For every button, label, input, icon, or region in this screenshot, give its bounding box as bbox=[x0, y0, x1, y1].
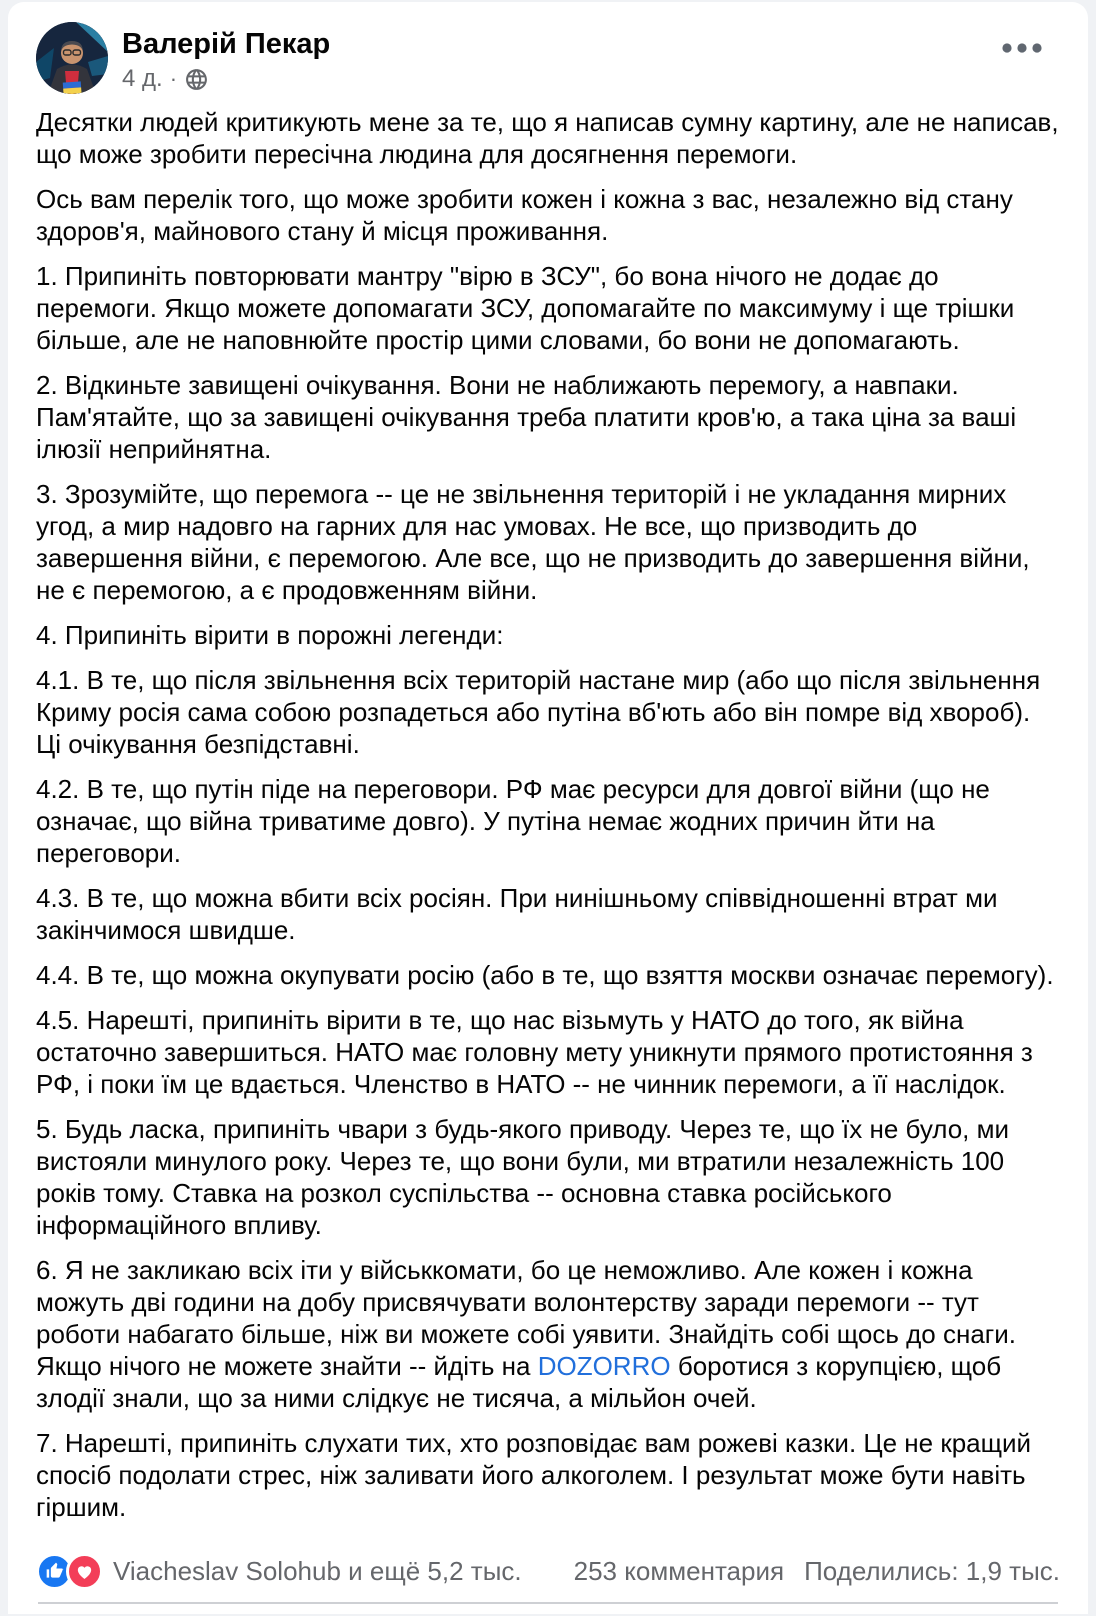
facebook-post-card bbox=[8, 2, 1088, 1614]
post-footer bbox=[8, 1546, 1088, 1614]
ellipsis-icon bbox=[1000, 42, 1044, 54]
post-paragraph: Ось вам перелік того, що може зробити кожен і кожна з вас, незалежно від стану здоров'я, майнового стану й місця проживання. bbox=[36, 184, 1013, 247]
timestamp[interactable]: 4 д. bbox=[122, 65, 163, 93]
dozorro-link[interactable]: DOZORRO bbox=[537, 1351, 671, 1382]
post-paragraph bbox=[36, 1536, 1060, 1538]
post-paragraph-with-link bbox=[36, 1254, 1060, 1414]
author-name[interactable]: Валерій Пекар bbox=[122, 28, 331, 60]
post-paragraph: Десятки людей критикують мене за те, що я написав сумну картину, але не написав, що може зробити пересічна людина для досягнення перемоги. bbox=[36, 107, 1059, 170]
post-paragraph: 4.4. В те, що можна окупувати росію (або в те, що взяття москви означає перемогу). bbox=[36, 960, 1054, 991]
footer-divider bbox=[38, 1602, 1058, 1604]
paragraph-text: боротися з корупцією, щоб злодії знали, що за ними слідкує не тисяча, а мільйон очей. bbox=[36, 1351, 1002, 1414]
globe-icon bbox=[184, 67, 209, 92]
avatar-image bbox=[36, 22, 108, 94]
heart-icon bbox=[66, 1553, 103, 1590]
post-paragraph: 4.3. В те, що можна вбити всіх росіян. При нинішньому співвідношенні втрат ми закінчимося швидше. bbox=[36, 883, 998, 946]
post-meta bbox=[122, 65, 330, 94]
post-paragraph: 2. Відкиньте завищені очікування. Вони не наближають перемогу, а навпаки. Пам'ятайте, що за завищені очікування треба платити кров'ю, а така ціна за ваші ілюзії неприйнятна. bbox=[36, 370, 1017, 465]
counts-group bbox=[574, 1556, 1060, 1587]
engagement-bar bbox=[36, 1546, 1060, 1596]
avatar[interactable] bbox=[36, 22, 108, 94]
post-paragraph: 4.5. Нарешті, припиніть вірити в те, що нас візьмуть у НАТО до того, як війна остаточно завершиться. НАТО має головну мету уникнути прямого протистояння з РФ, і поки їм це вдається. Членство в НАТО -- не чинник перемоги, а її наслідок. bbox=[36, 1005, 1033, 1100]
post-paragraph: 4.2. В те, що путін піде на переговори. РФ має ресурси для довгої війни (що не означає, що війна триватиме довго). У путіна немає жодних причин йти на переговори. bbox=[36, 774, 990, 869]
reactions-text: Viacheslav Solohub и ещё 5,2 тыс. bbox=[113, 1555, 522, 1586]
post-paragraph: 4.1. В те, що після звільнення всіх територій настане мир (або що після звільнення Криму росія сама собою розпадеться або путіна вб'ють або він помре від хвороб). Ці очікування безпідставні. bbox=[36, 665, 1041, 760]
header-text bbox=[122, 22, 330, 94]
paragraph-text: 6. Я не закликаю всіх іти у військкомати, бо це неможливо. Але кожен і кожна можуть дві години на добу присвячувати волонтерству заради перемоги -- тут роботи набагато більше, ніж ви можете собі уявити. Знайдіть собі щось до снаги. Якщо нічого не можете знайти -- йдіть на bbox=[36, 1255, 1017, 1382]
post-paragraph: 5. Будь ласка, припиніть чвари з будь-якого приводу. Через те, що їх не було, ми вистояли минулого року. Через те, що вони були, ми втратили незалежність 100 років тому. Ставка на розкол суспільства -- основна ставка російського інформаційного впливу. bbox=[36, 1114, 1010, 1241]
post-paragraph: 7. Нарешті, припиніть слухати тих, хто розповідає вам рожеві казки. Це не кращий спосіб подолати стрес, ніж заливати його алкоголем. І результат може бути навіть гіршим. bbox=[36, 1428, 1032, 1523]
post-content bbox=[8, 94, 1088, 1538]
more-options-button[interactable] bbox=[990, 28, 1054, 68]
post-header bbox=[8, 2, 1088, 94]
reactions-summary[interactable] bbox=[36, 1553, 522, 1590]
post-paragraph: 1. Припиніть повторювати мантру "вірю в ЗСУ", бо вона нічого не додає до перемоги. Якщо можете допомагати ЗСУ, допомагайте по максимуму і ще трішки більше, але не наповнюйте простір цими словами, бо вони не допомагають. bbox=[36, 261, 1015, 356]
comments-count[interactable]: 253 комментария bbox=[573, 1555, 785, 1586]
shares-count[interactable]: Поделились: 1,9 тыс. bbox=[804, 1555, 1060, 1586]
post-paragraph: 4. Припиніть вірити в порожні легенди: bbox=[36, 620, 504, 651]
post-paragraph: 3. Зрозумійте, що перемога -- це не звільнення територій і не укладання мирних угод, а мир надовго на гарних для нас умовах. Не все, що призводить до завершення війни, є перемогою. Але все, що не призводить до завершення війни, не є перемогою, а є продовженням війни. bbox=[36, 479, 1030, 606]
meta-separator: · bbox=[169, 66, 178, 92]
